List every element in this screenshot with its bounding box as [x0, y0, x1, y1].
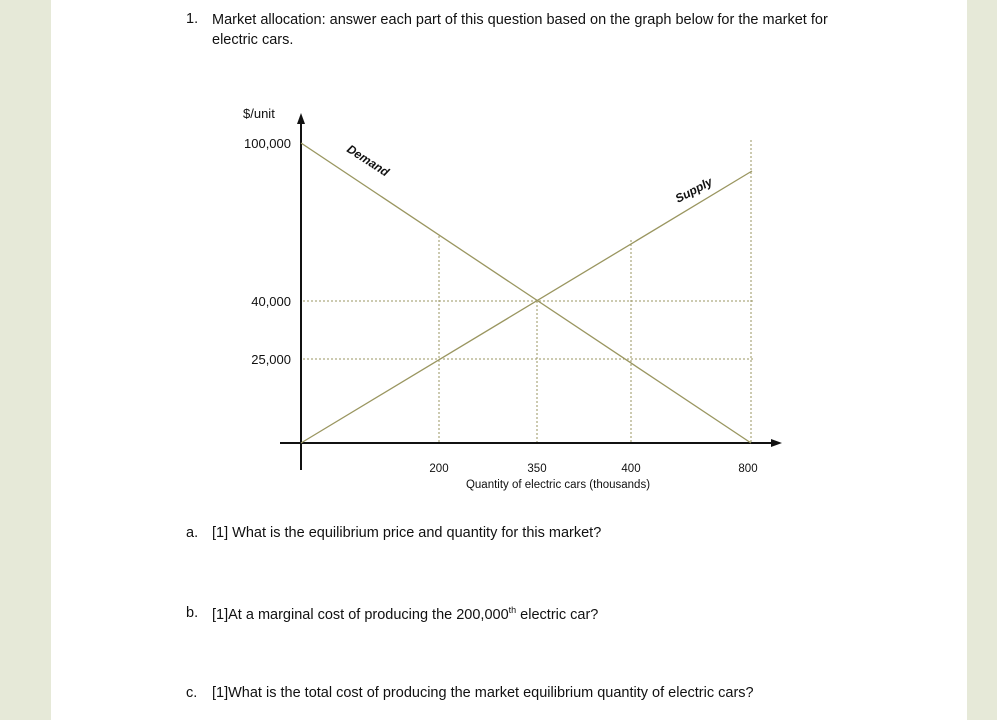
y-axis-label: $/unit [243, 106, 275, 121]
x-axis-arrow [771, 439, 782, 447]
demand-label: Demand [344, 141, 392, 180]
supply-label: Supply [672, 174, 715, 206]
part-b-text-before: [1]At a marginal cost of producing the 200,000 [212, 606, 509, 623]
x-tick-label: 800 [738, 463, 758, 475]
x-axis-label: Quantity of electric cars (thousands) [465, 479, 651, 491]
part-b-text-after: electric car? [516, 606, 599, 623]
x-tick-label: 200 [429, 463, 449, 475]
y-axis-arrow [297, 113, 305, 124]
part-a-label: a. [186, 525, 199, 541]
part-b-sup: th [508, 605, 517, 615]
y-tick-label: 100,000 [244, 136, 291, 151]
supply-line [301, 171, 752, 443]
part-b-text [212, 605, 598, 623]
axis-labels [243, 106, 758, 491]
part-c-label: c. [186, 685, 198, 701]
part-c-text: [1]What is the total cost of producing the market equilibrium quantity of electric cars? [212, 685, 754, 701]
y-tick-label: 25,000 [251, 352, 291, 367]
x-tick-label: 400 [621, 463, 641, 475]
question-text: Market allocation: answer each part of this question based on the graph below for the market for electric cars. [212, 12, 828, 48]
question-number: 1. [186, 11, 199, 27]
part-b-label: b. [186, 605, 199, 621]
y-tick-label: 40,000 [251, 294, 291, 309]
x-tick-label: 350 [527, 463, 547, 475]
part-a-text: [1] What is the equilibrium price and quantity for this market? [212, 525, 602, 541]
